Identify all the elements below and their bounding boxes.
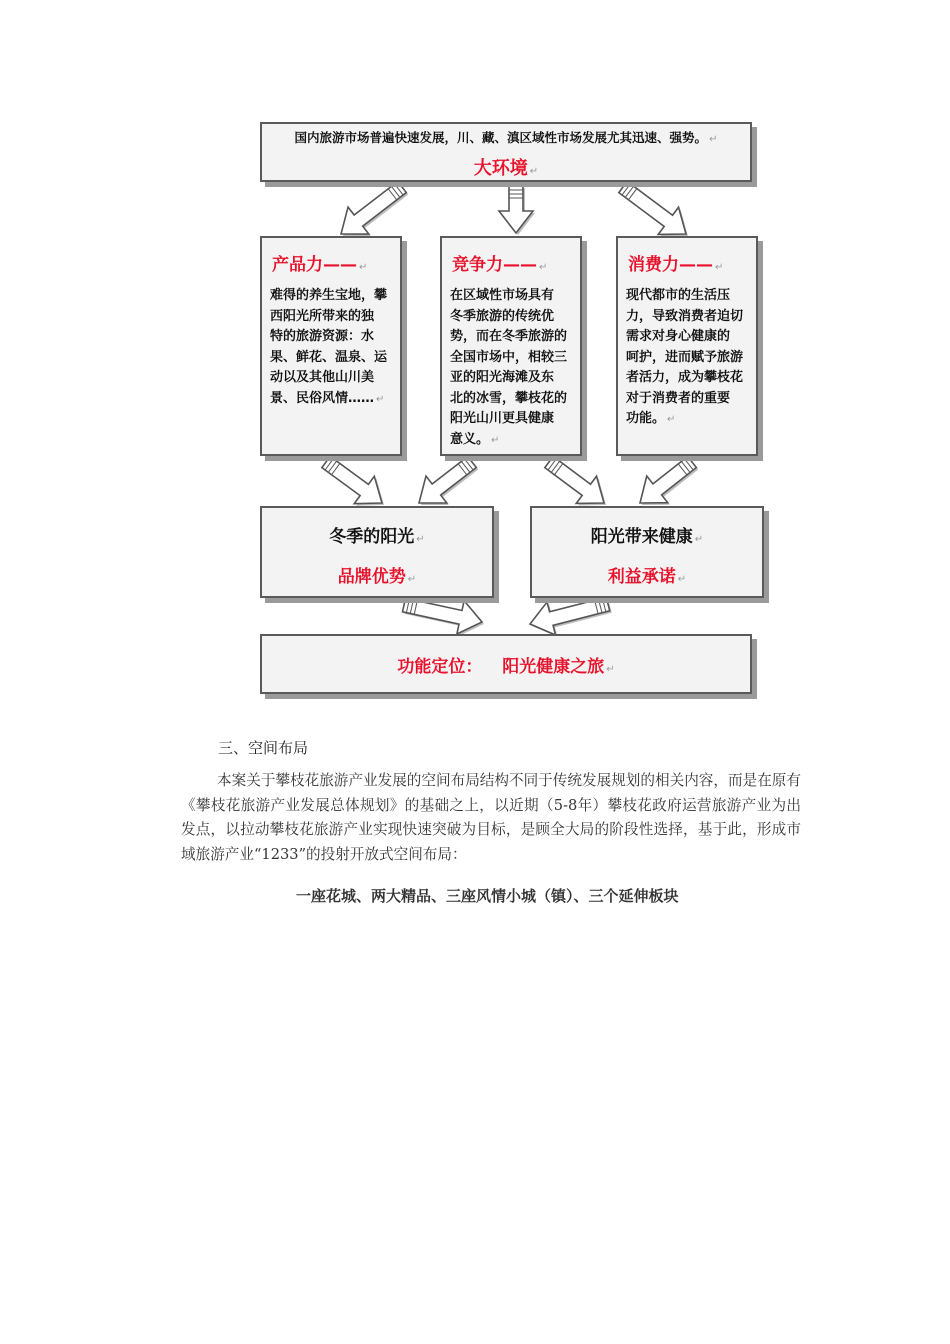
winter-sun-box: [260, 506, 494, 598]
consumption-line: 需求对身心健康的: [626, 329, 731, 344]
arrow-env-to-competition: [499, 186, 535, 235]
arrow-winter-sun-to-positioning: [403, 598, 484, 636]
competition-line: 意义。 ↵: [450, 431, 500, 447]
competition-line: 阳光山川更具健康: [450, 411, 555, 426]
consumption-box: [616, 236, 758, 456]
competition-line: 亚的阳光海滩及东: [450, 370, 555, 385]
consumption-title: 消费力—— ↵: [628, 255, 724, 275]
product-power-box: [260, 236, 402, 456]
winter-sun-title: 冬季的阳光 ↵: [329, 527, 425, 547]
arrow-product-to-winter-sun: [322, 456, 384, 505]
competition-line: 冬季旅游的传统优: [450, 308, 555, 324]
product-line: 动以及其他山川美: [270, 370, 375, 385]
arrow-competition-to-winter-sun: [419, 456, 478, 505]
competition-line: 势，而在冬季旅游的: [450, 329, 568, 344]
arrow-health-to-positioning: [530, 597, 612, 637]
environment-text: 国内旅游市场普遍快速发展，川、藏、滇区域性市场发展尤其迅速、强势。 ↵: [294, 130, 718, 145]
product-line: 西阳光所带来的独: [270, 308, 375, 324]
health-box: [530, 506, 764, 598]
positioning-text: 功能定位： 阳光健康之旅 ↵: [397, 657, 615, 677]
consumption-text: [626, 286, 754, 431]
positioning-box: [260, 634, 752, 694]
arrow-competition-to-health: [545, 456, 606, 505]
competition-line: 全国市场中，相较三: [450, 349, 568, 365]
arrow-env-to-product: [341, 181, 408, 236]
consumption-line: 者活力，成为攀枝花: [626, 370, 744, 385]
layout-summary: 一座花城、两大精品、三座风情小城（镇）、三个延伸板块: [296, 887, 679, 905]
competition-text: [450, 286, 578, 451]
product-power-text: [270, 286, 398, 410]
competition-line: 北的冰雪，攀枝花的: [450, 390, 568, 406]
section-heading: 三、空间布局: [218, 739, 309, 757]
environment-title: 大环境 ↵: [473, 158, 539, 179]
competition-title: 竞争力—— ↵: [452, 255, 548, 275]
positioning-value: 阳光健康之旅: [502, 657, 605, 677]
health-title: 阳光带来健康 ↵: [590, 527, 704, 547]
brand-advantage-label: 品牌优势 ↵: [337, 567, 417, 587]
consumption-line: 力，导致消费者迫切: [626, 308, 744, 324]
competition-line: 在区域性市场具有: [450, 288, 555, 303]
arrow-consumption-to-health: [640, 457, 698, 505]
product-line: 景、民俗风情…… ↵: [270, 390, 385, 406]
consumption-line: 对于消费者的重要: [626, 390, 731, 406]
arrow-env-to-consumption: [619, 181, 688, 236]
consumption-line: 呵护，进而赋予旅游: [626, 349, 744, 365]
competition-box: [440, 236, 582, 456]
environment-box: [260, 122, 752, 182]
product-power-title: 产品力—— ↵: [272, 255, 368, 275]
positioning-label: 功能定位：: [397, 657, 483, 677]
product-line: 果、鲜花、温泉、运: [270, 349, 388, 365]
product-line: 难得的养生宝地，攀: [270, 288, 388, 303]
section-paragraph: 本案关于攀枝花旅游产业发展的空间布局结构不同于传统发展规划的相关内容，而是在原有《攀枝花旅游产业发展总体规划》的基础之上，以近期（5-8年）攀枝花政府运营旅游产业为出发点，以拉动攀枝花旅游产业实现快速突破为目标，是顾全大局的阶段性选择，基于此，形成市域旅游产业“1233”的投射开放式空间布局：: [181, 772, 801, 863]
product-line: 特的旅游资源：水: [270, 329, 375, 344]
consumption-line: 功能。 ↵: [626, 411, 676, 426]
consumption-line: 现代都市的生活压: [626, 288, 731, 303]
benefit-promise-label: 利益承诺 ↵: [607, 567, 687, 587]
